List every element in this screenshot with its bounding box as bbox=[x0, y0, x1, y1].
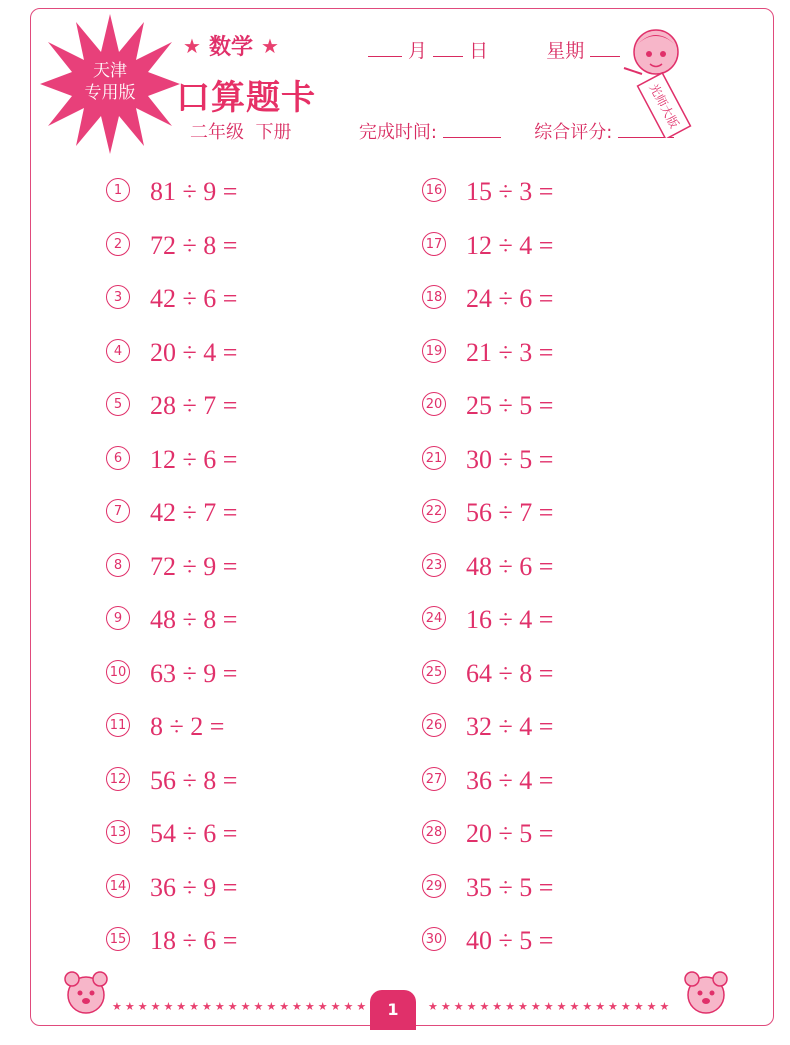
problem-item bbox=[422, 924, 553, 954]
problem-item bbox=[106, 550, 237, 580]
problem-number: 17 bbox=[422, 232, 446, 256]
problem-number: 19 bbox=[422, 339, 446, 363]
star-icon: ★ bbox=[183, 33, 201, 58]
problem-item bbox=[106, 282, 237, 312]
problem-number: 6 bbox=[106, 446, 130, 470]
problem-expression: 18 ÷ 6 = bbox=[150, 926, 238, 956]
info-row bbox=[190, 118, 674, 144]
problem-item bbox=[106, 175, 237, 205]
problem-number: 8 bbox=[106, 553, 130, 577]
problem-item bbox=[422, 496, 553, 526]
footer-stars-right: ★★★★★★★★★★★★★★★★★★★ bbox=[428, 1001, 673, 1013]
problem-item bbox=[106, 389, 237, 419]
problem-number: 24 bbox=[422, 606, 446, 630]
problem-expression: 64 ÷ 8 = bbox=[466, 658, 554, 688]
problem-expression: 72 ÷ 9 = bbox=[150, 551, 238, 581]
problem-item bbox=[422, 443, 553, 473]
problem-number: 18 bbox=[422, 285, 446, 309]
problem-item bbox=[106, 229, 237, 259]
page-title: 口算题卡 bbox=[176, 78, 316, 118]
badge-line-1: 天津 bbox=[93, 61, 127, 81]
problem-expression: 63 ÷ 9 = bbox=[150, 658, 238, 688]
subject-label: 数学 bbox=[208, 35, 253, 60]
problem-expression: 25 ÷ 5 = bbox=[466, 391, 554, 421]
problem-item bbox=[106, 657, 237, 687]
problem-number: 4 bbox=[106, 339, 130, 363]
problem-item bbox=[106, 817, 237, 847]
problem-expression: 8 ÷ 2 = bbox=[150, 712, 225, 742]
badge-line-2: 专用版 bbox=[84, 83, 136, 103]
problem-expression: 24 ÷ 6 = bbox=[466, 284, 554, 314]
star-icon: ★ bbox=[260, 33, 279, 58]
problem-expression: 35 ÷ 5 = bbox=[466, 872, 554, 902]
problem-item bbox=[422, 710, 553, 740]
problem-number: 7 bbox=[106, 499, 130, 523]
badge-text bbox=[40, 60, 180, 104]
problem-item bbox=[106, 603, 237, 633]
problem-expression: 30 ÷ 5 = bbox=[466, 444, 554, 474]
problem-number: 14 bbox=[106, 874, 130, 898]
problem-number: 26 bbox=[422, 713, 446, 737]
publisher-tag: 光师大版 bbox=[646, 81, 682, 131]
problem-expression: 12 ÷ 4 = bbox=[466, 230, 554, 260]
problem-number: 1 bbox=[106, 178, 130, 202]
problem-item bbox=[422, 764, 553, 794]
problem-number: 27 bbox=[422, 767, 446, 791]
problem-expression: 42 ÷ 6 = bbox=[150, 284, 238, 314]
score-label: 综合评分: bbox=[534, 122, 613, 143]
problem-item bbox=[422, 282, 553, 312]
problem-expression: 56 ÷ 7 = bbox=[466, 498, 554, 528]
problem-item bbox=[422, 550, 553, 580]
problem-number: 22 bbox=[422, 499, 446, 523]
problem-item bbox=[106, 871, 237, 901]
day-blank bbox=[433, 38, 463, 57]
problem-expression: 36 ÷ 9 = bbox=[150, 872, 238, 902]
problem-expression: 72 ÷ 8 = bbox=[150, 230, 238, 260]
problem-item bbox=[422, 603, 553, 633]
problem-item bbox=[422, 389, 553, 419]
problem-item bbox=[106, 336, 237, 366]
weekday-blank bbox=[590, 38, 620, 57]
problem-expression: 20 ÷ 5 = bbox=[466, 819, 554, 849]
date-row bbox=[368, 36, 620, 63]
problem-expression: 36 ÷ 4 = bbox=[466, 765, 554, 795]
problem-number: 13 bbox=[106, 820, 130, 844]
problem-expression: 40 ÷ 5 = bbox=[466, 926, 554, 956]
month-label: 月 bbox=[408, 40, 428, 62]
problem-number: 12 bbox=[106, 767, 130, 791]
problem-item bbox=[422, 817, 553, 847]
problem-number: 28 bbox=[422, 820, 446, 844]
problem-expression: 12 ÷ 6 = bbox=[150, 444, 238, 474]
day-label: 日 bbox=[469, 40, 489, 62]
time-label: 完成时间: bbox=[358, 122, 437, 143]
subject-row bbox=[183, 30, 279, 61]
mascot-illustration bbox=[620, 18, 700, 138]
critter-illustration-right bbox=[676, 965, 736, 1025]
time-blank bbox=[443, 119, 501, 138]
problem-item bbox=[106, 710, 224, 740]
problem-number: 29 bbox=[422, 874, 446, 898]
page-number: 1 bbox=[370, 990, 416, 1030]
problem-expression: 28 ÷ 7 = bbox=[150, 391, 238, 421]
problem-item bbox=[422, 229, 553, 259]
problem-item bbox=[106, 764, 237, 794]
problem-number: 3 bbox=[106, 285, 130, 309]
problem-number: 30 bbox=[422, 927, 446, 951]
month-blank bbox=[368, 38, 402, 57]
weekday-label: 星期 bbox=[546, 40, 585, 62]
problem-expression: 48 ÷ 6 = bbox=[466, 551, 554, 581]
problem-number: 2 bbox=[106, 232, 130, 256]
problem-expression: 54 ÷ 6 = bbox=[150, 819, 238, 849]
problem-item bbox=[106, 496, 237, 526]
critter-illustration-left bbox=[56, 965, 116, 1025]
footer-stars-left: ★★★★★★★★★★★★★★★★★★★★ bbox=[112, 1001, 370, 1013]
problem-number: 9 bbox=[106, 606, 130, 630]
problem-expression: 48 ÷ 8 = bbox=[150, 605, 238, 635]
problem-number: 15 bbox=[106, 927, 130, 951]
problem-item bbox=[422, 657, 553, 687]
problem-number: 21 bbox=[422, 446, 446, 470]
problem-expression: 56 ÷ 8 = bbox=[150, 765, 238, 795]
problem-number: 20 bbox=[422, 392, 446, 416]
problem-number: 16 bbox=[422, 178, 446, 202]
problem-number: 11 bbox=[106, 713, 130, 737]
problem-number: 5 bbox=[106, 392, 130, 416]
problem-expression: 42 ÷ 7 = bbox=[150, 498, 238, 528]
problem-item bbox=[106, 443, 237, 473]
problem-expression: 32 ÷ 4 = bbox=[466, 712, 554, 742]
grade-label: 二年级 下册 bbox=[190, 122, 292, 143]
problem-expression: 20 ÷ 4 = bbox=[150, 337, 238, 367]
problem-item bbox=[106, 924, 237, 954]
problem-expression: 15 ÷ 3 = bbox=[466, 177, 554, 207]
problem-expression: 16 ÷ 4 = bbox=[466, 605, 554, 635]
problem-number: 10 bbox=[106, 660, 130, 684]
problem-expression: 81 ÷ 9 = bbox=[150, 177, 238, 207]
problem-item bbox=[422, 175, 553, 205]
problem-number: 23 bbox=[422, 553, 446, 577]
problem-item bbox=[422, 336, 553, 366]
problem-item bbox=[422, 871, 553, 901]
problem-number: 25 bbox=[422, 660, 446, 684]
problem-expression: 21 ÷ 3 = bbox=[466, 337, 554, 367]
